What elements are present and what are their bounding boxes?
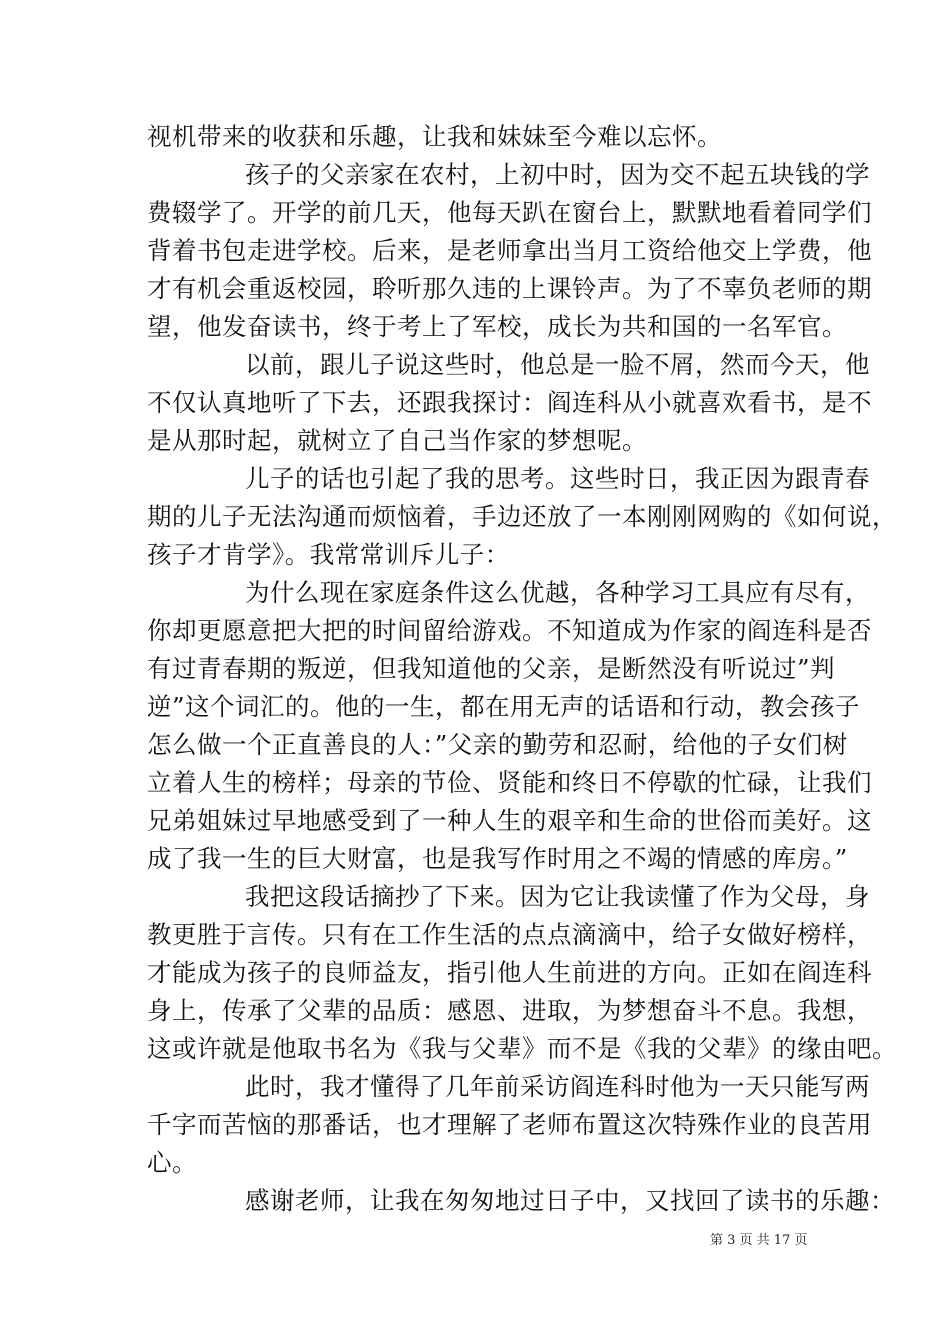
paragraph-first-line: 我把这段话摘抄了下来。因为它让我读懂了作为父母，身 (245, 882, 870, 911)
page-number-footer: 第 3 页 共 17 页 (710, 1233, 808, 1248)
text-line: 心。 (147, 1148, 197, 1177)
paragraph-first-line: 为什么现在家庭条件这么优越，各种学习工具应有尽有， (245, 578, 870, 607)
text-line: 不仅认真地听了下去，还跟我探讨：阎连科从小就喜欢看书，是不 (147, 388, 872, 417)
paragraph-first-line: 感谢老师，让我在匆匆地过日子中，又找回了读书的乐趣： (245, 1186, 895, 1215)
text-line: 费辍学了。开学的前几天，他每天趴在窗台上，默默地看着同学们 (147, 198, 872, 227)
text-line: 千字而苦恼的那番话，也才理解了老师布置这次特殊作业的良苦用 (147, 1110, 872, 1139)
text-line: 视机带来的收获和乐趣，让我和妹妹至今难以忘怀。 (147, 122, 722, 151)
text-line: 才有机会重返校园，聆听那久违的上课铃声。为了不辜负老师的期 (147, 274, 872, 303)
text-line: 逆”这个词汇的。他的一生，都在用无声的话语和行动，教会孩子 (147, 692, 861, 721)
text-line: 立着人生的榜样；母亲的节俭、贤能和终日不停歇的忙碌，让我们 (147, 768, 872, 797)
text-line: 成了我一生的巨大财富，也是我写作时用之不竭的情感的库房。” (147, 844, 848, 873)
paragraph-first-line: 此时，我才懂得了几年前采访阎连科时他为一天只能写两 (245, 1072, 870, 1101)
text-line: 是从那时起，就树立了自己当作家的梦想呢。 (147, 426, 647, 455)
text-line: 你却更愿意把大把的时间留给游戏。不知道成为作家的阎连科是否 (147, 616, 872, 645)
text-line: 期的儿子无法沟通而烦恼着，手边还放了一本刚刚网购的《如何说， (147, 502, 897, 531)
text-line: 这或许就是他取书名为《我与父辈》而不是《我的父辈》的缘由吧。 (147, 1034, 897, 1063)
text-line: 教更胜于言传。只有在工作生活的点点滴滴中，给子女做好榜样， (147, 920, 872, 949)
paragraph-first-line: 以前，跟儿子说这些时，他总是一脸不屑，然而今天，他 (245, 350, 870, 379)
text-line: 怎么做一个正直善良的人：”父亲的勤劳和忍耐，给他的子女们树 (147, 730, 848, 759)
text-line: 才能成为孩子的良师益友，指引他人生前进的方向。正如在阎连科 (147, 958, 872, 987)
text-line: 孩子才肯学》。我常常训斥儿子： (147, 540, 510, 569)
paragraph-first-line: 孩子的父亲家在农村，上初中时，因为交不起五块钱的学 (245, 160, 870, 189)
text-line: 身上，传承了父辈的品质：感恩、进取，为梦想奋斗不息。我想， (147, 996, 872, 1025)
text-line: 有过青春期的叛逆，但我知道他的父亲，是断然没有听说过”判 (147, 654, 836, 683)
text-line: 望，他发奋读书，终于考上了军校，成长为共和国的一名军官。 (147, 312, 847, 341)
text-line: 背着书包走进学校。后来，是老师拿出当月工资给他交上学费，他 (147, 236, 872, 265)
paragraph-first-line: 儿子的话也引起了我的思考。这些时日，我正因为跟青春 (245, 464, 870, 493)
text-line: 兄弟姐妹过早地感受到了一种人生的艰辛和生命的世俗而美好。这 (147, 806, 872, 835)
